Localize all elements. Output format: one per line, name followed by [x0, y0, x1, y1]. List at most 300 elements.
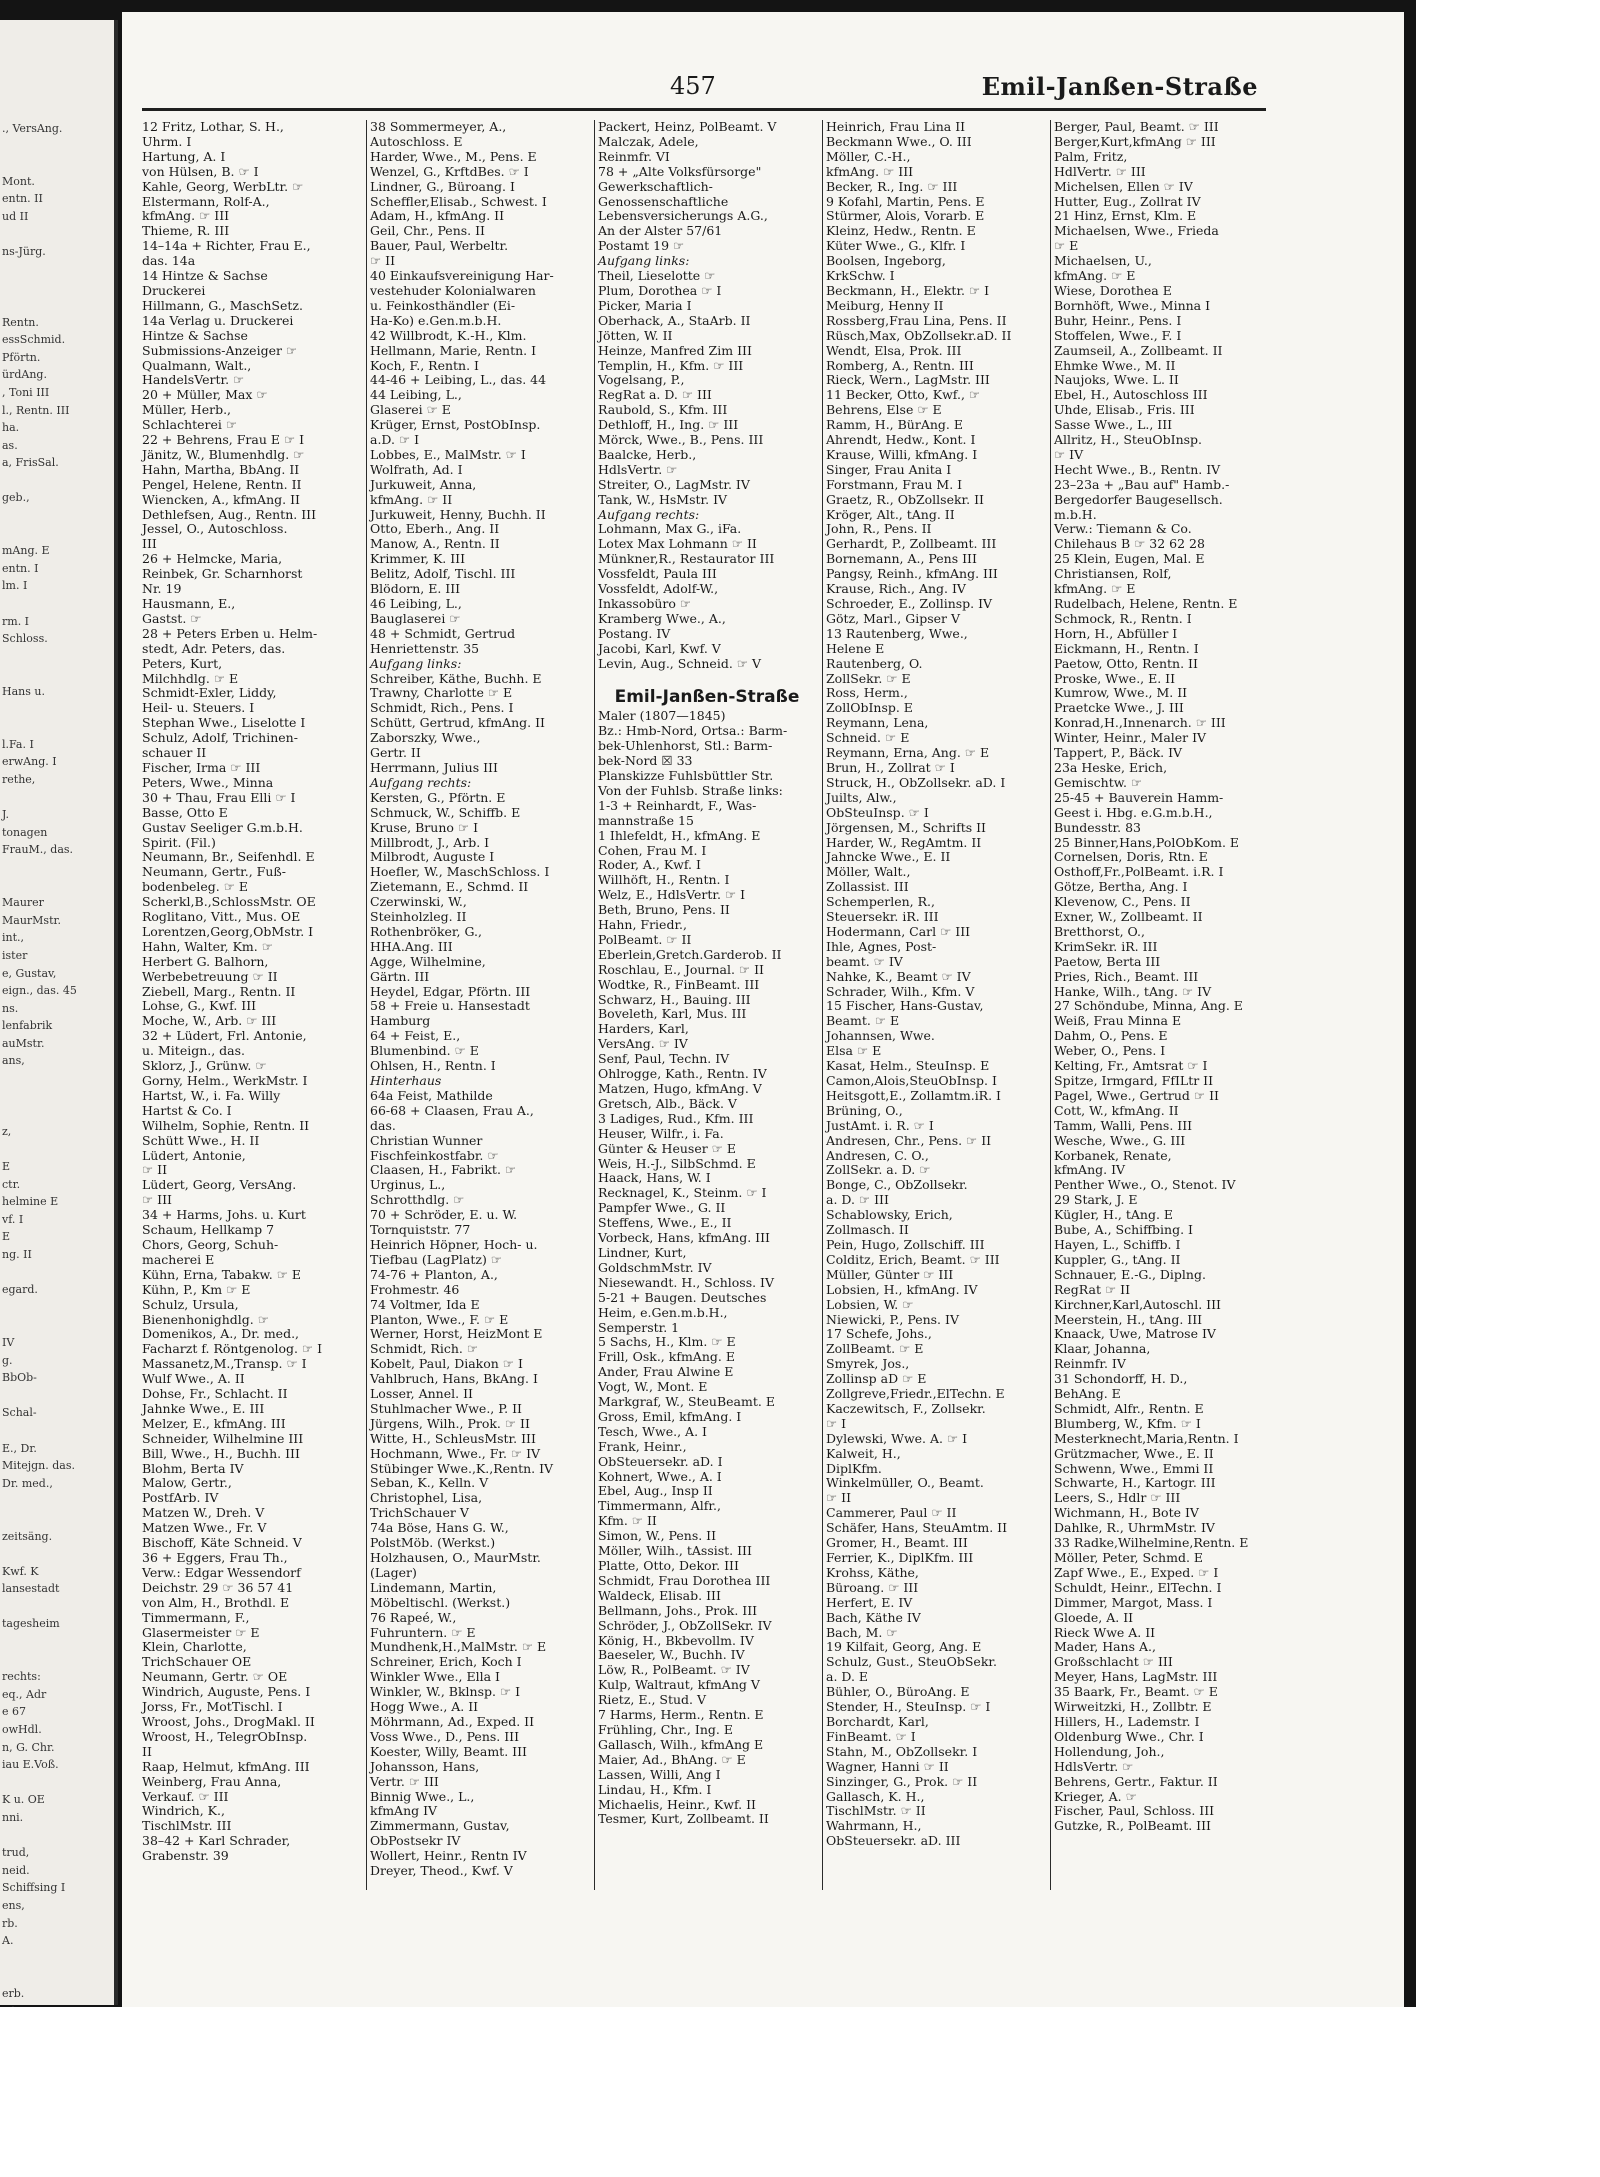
directory-entry-line: Schnauer, E.-G., Diplng. [1054, 1266, 1206, 1282]
directory-entry-line: Michelsen, Ellen ☞ IV [1054, 178, 1193, 194]
directory-entry-line: Becker, R., Ing. ☞ III [826, 178, 958, 194]
left-page-text-fragment [0, 1088, 114, 1106]
directory-entry-line: Müller, Günter ☞ III [826, 1266, 954, 1282]
directory-entry-line: Pein, Hugo, Zollschiff. III [826, 1236, 985, 1252]
running-street-title: Emil-Janßen-Straße [981, 72, 1258, 101]
directory-entry-line: Cott, W., kfmAng. II [1054, 1102, 1179, 1118]
left-page-text-fragment: rb. [2, 1916, 18, 1930]
left-page-text-fragment: int., [2, 931, 25, 945]
directory-entry-line: Palm, Fritz, [1054, 148, 1128, 164]
directory-entry-line: Hahn, Walter, Km. ☞ [142, 938, 273, 954]
directory-entry-line: 46 Leibing, L., [370, 596, 462, 611]
directory-entry-line: Berger, Paul, Beamt. ☞ III [1054, 119, 1219, 134]
directory-entry-line: Cohen, Frau M. I [598, 842, 707, 858]
left-page-text-fragment [0, 1070, 114, 1088]
directory-entry-line: Bornemann, A., Pens III [826, 551, 977, 567]
directory-entry-line: 34 + Harms, Johs. u. Kurt [142, 1207, 306, 1223]
directory-entry-line: KrkSchw. I [826, 268, 895, 284]
directory-entry-line: mannstraße 15 [598, 812, 694, 828]
left-page-text-fragment: ., VersAng. [2, 122, 63, 135]
directory-entry-line: Johannsen, Wwe. [826, 1028, 935, 1044]
directory-entry-line: 76 Rapeé, W., [370, 1609, 457, 1625]
directory-entry-line: Binnig Wwe., L., [370, 1788, 475, 1804]
directory-entry-line: Möller, C.-H., [826, 148, 911, 164]
directory-entry-line: Hahn, Friedr., [598, 917, 687, 933]
left-page-text-fragment [0, 665, 114, 683]
directory-entry-line: Rautenberg, O. [826, 655, 923, 671]
directory-entry-line: TischlMstr. ☞ II [826, 1803, 926, 1819]
directory-entry-line: HdlVertr. ☞ III [1054, 163, 1146, 179]
directory-entry-line: Kahle, Georg, WerbLtr. ☞ [142, 178, 304, 194]
directory-entry-line: Hartst, W., i. Fa. Willy [142, 1087, 281, 1103]
directory-entry-line: Roglitano, Vitt., Mus. OE [142, 909, 301, 925]
directory-entry-line: Jänitz, W., Blumenhdlg. ☞ [142, 446, 305, 462]
directory-entry-line: Harder, W., RegAmtm. II [826, 834, 982, 850]
directory-entry-line: GoldschmMstr. IV [598, 1259, 712, 1275]
directory-entry-line: Wagner, Hanni ☞ II [826, 1758, 949, 1774]
directory-entry-line: Pries, Rich., Beamt. III [1054, 968, 1199, 984]
directory-entry-line: Harder, Wwe., M., Pens. E [370, 148, 537, 164]
directory-entry-line: ZollBeamt. ☞ E [826, 1341, 924, 1357]
directory-entry-line: Andresen, C. O., [826, 1147, 929, 1163]
directory-entry-line: Forstmann, Frau M. I [826, 476, 963, 492]
directory-entry-line: kfmAng. ☞ E [1054, 581, 1136, 597]
directory-entry-line: DiplKfm. [826, 1460, 882, 1476]
left-page-text-fragment: vf. I [2, 1212, 24, 1226]
directory-entry-line: Wollert, Heinr., Rentn IV [370, 1848, 527, 1864]
directory-entry-line: Zimmermann, Gustav, [370, 1818, 510, 1834]
directory-entry-line: von Alm, H., Brothdl. E [142, 1594, 290, 1610]
directory-entry-line: Rieck, Wern., LagMstr. III [826, 372, 990, 388]
directory-entry-line: 14a Verlag u. Druckerei [142, 312, 294, 328]
directory-entry-line: Beckmann, H., Elektr. ☞ I [826, 282, 990, 298]
column-divider [366, 120, 367, 1890]
directory-entry-line: An der Alster 57/61 [598, 223, 723, 239]
directory-entry-line: Roder, A., Kwf. I [598, 857, 701, 873]
directory-entry-line: Scherkl,B.,SchlossMstr. OE [142, 894, 316, 910]
directory-entry-line: Hinterhaus [370, 1073, 442, 1088]
directory-entry-line: 42 Willbrodt, K.-H., Klm. [370, 327, 527, 343]
directory-entry-line: Löw, R., PolBeamt. ☞ IV [598, 1662, 750, 1678]
directory-entry-line: Münkner,R., Restaurator III [598, 551, 775, 567]
directory-entry-line: kfmAng. ☞ III [826, 163, 914, 179]
left-page-text-fragment: eign., das. 45 [2, 984, 77, 998]
directory-entry-line: Wichmann, H., Bote IV [1054, 1505, 1199, 1521]
directory-entry-line: Genossenschaftliche [598, 193, 729, 209]
directory-entry-line: Gertr. II [370, 745, 421, 761]
directory-entry-line: Verw.: Tiemann & Co. [1054, 521, 1192, 537]
directory-entry-line: 44-46 + Leibing, L., das. 44 [370, 372, 547, 388]
directory-entry-line: Hillmann, G., MaschSetz. [142, 297, 303, 313]
directory-entry-line: Maler (1807—1845) [598, 708, 726, 724]
directory-entry-line: Jahnke Wwe., E. III [142, 1400, 265, 1416]
directory-entry-line: Ha-Ko) e.Gen.m.b.H. [370, 312, 502, 328]
left-page-text-fragment: lansestadt [2, 1582, 60, 1596]
directory-entry-line: Krieger, A. ☞ [1054, 1788, 1137, 1804]
directory-entry-line: Gärtn. III [370, 968, 430, 984]
directory-entry-line: 13 Rautenberg, Wwe., [826, 625, 968, 641]
directory-entry-line: Thieme, R. III [142, 223, 230, 239]
left-page-text-fragment: ng. II [2, 1248, 32, 1261]
left-page-text-fragment [0, 1774, 114, 1792]
directory-entry-line: Struck, H., ObZollsekr. aD. I [826, 774, 1006, 790]
directory-entry-line: Jahncke Wwe., E. II [826, 849, 951, 865]
directory-entry-line: Dreyer, Theod., Kwf. V [370, 1863, 513, 1879]
directory-entry-line: Kobelt, Paul, Diakon ☞ I [370, 1356, 523, 1372]
directory-page [122, 12, 1404, 2007]
directory-entry-line: Uhde, Elisab., Fris. III [1054, 402, 1195, 418]
directory-entry-line: Wulf Wwe., A. II [142, 1371, 245, 1387]
directory-entry-line: Paetow, Otto, Rentn. II [1054, 655, 1198, 671]
left-page-text-fragment: rm. I [2, 614, 30, 628]
directory-entry-line: Herrmann, Julius III [370, 759, 498, 775]
directory-entry-line: a. D. ☞ III [826, 1192, 889, 1208]
directory-entry-line: macherei E [142, 1251, 215, 1267]
directory-entry-line: Michaelis, Heinr., Kwf. II [598, 1796, 756, 1812]
directory-entry-line: Hintze & Sachse [142, 327, 248, 343]
directory-entry-line: Manow, A., Rentn. II [370, 536, 500, 552]
header-rule [142, 108, 1266, 111]
directory-entry-line: Frank, Heinr., [598, 1438, 687, 1454]
directory-entry-line: Hochmann, Wwe., Fr. ☞ IV [370, 1445, 541, 1461]
directory-entry-line: Streiter, O., LagMstr. IV [598, 476, 750, 492]
directory-entry-line: Kirchner,Karl,Autoschl. III [1054, 1296, 1221, 1312]
directory-entry-line: Schmidt, Rich. ☞ [370, 1341, 479, 1357]
directory-entry-line: Templin, H., Kfm. ☞ III [598, 357, 744, 373]
directory-entry-line: Schwenn, Wwe., Emmi II [1054, 1460, 1214, 1476]
directory-entry-line: Bauglaserei ☞ [370, 610, 461, 626]
directory-entry-line: Peters, Kurt, [142, 655, 223, 671]
directory-entry-line: 32 + Lüdert, Frl. Antonie, [142, 1028, 307, 1044]
left-page-text-fragment [0, 648, 114, 666]
column-divider [822, 120, 823, 1890]
directory-entry-line: Henriettenstr. 35 [370, 640, 480, 656]
directory-entry-line: 17 Schefe, Johs., [826, 1326, 932, 1342]
directory-entry-line: Wirweitzki, H., Zollbtr. E [1054, 1699, 1212, 1715]
directory-entry-line: Schneid. ☞ E [826, 730, 910, 746]
left-page-text-fragment: neid. [2, 1863, 30, 1877]
directory-entry-line: Boveleth, Karl, Mus. III [598, 1006, 747, 1022]
directory-entry-line: Peters, Wwe., Minna [142, 774, 274, 790]
directory-entry-line: Weinberg, Frau Anna, [142, 1773, 282, 1789]
directory-entry-line: Ross, Herm., [826, 685, 908, 701]
directory-entry-line: Cornelsen, Doris, Rtn. E [1054, 849, 1208, 865]
left-page-text-fragment [0, 1598, 114, 1616]
directory-entry-line: 26 + Helmcke, Maria, [142, 551, 283, 567]
left-page-text-fragment: l.Fa. I [2, 737, 34, 751]
directory-entry-line: Gerhardt, P., Zollbeamt. III [826, 536, 997, 552]
directory-entry-line: Eberlein,Gretch.Garderob. II [598, 946, 782, 962]
directory-entry-line: Zaborszky, Wwe., [370, 730, 481, 746]
left-page-text-fragment [0, 1316, 114, 1334]
directory-entry-line: Büroang. ☞ III [826, 1579, 919, 1595]
directory-entry-line: Blödorn, E. III [370, 581, 461, 597]
directory-entry-line: Pengel, Helene, Rentn. II [142, 476, 302, 492]
directory-entry-line: Dethloff, H., Ing. ☞ III [598, 417, 739, 433]
left-page-text-fragment: entn. I [2, 561, 39, 575]
directory-entry-line: ObSteuersekr. aD. III [826, 1833, 961, 1849]
directory-entry-line: 58 + Freie u. Hansestadt [370, 998, 530, 1014]
directory-entry-line: Uhrm. I [142, 133, 192, 149]
directory-entry-line: Jötten, W. II [598, 327, 673, 343]
directory-entry-line: Rossberg,Frau Lina, Pens. II [826, 312, 1007, 328]
left-page-text-fragment: Mitejgn. das. [2, 1459, 75, 1473]
directory-entry-line: kfmAng. ☞ E [1054, 268, 1136, 284]
directory-entry-line: Cammerer, Paul ☞ II [826, 1505, 957, 1521]
directory-entry-line: Vertr. ☞ III [370, 1773, 439, 1789]
directory-entry-line: Möhrmann, Ad., Exped. II [370, 1713, 535, 1729]
directory-entry-line: Hayen, L., Schiffb. I [1054, 1236, 1181, 1252]
left-page-text-fragment [0, 1510, 114, 1528]
directory-entry-line: Juilts, Alw., [826, 789, 897, 805]
directory-entry-line: Glaserei ☞ E [370, 402, 451, 418]
directory-entry-line: Kfm. ☞ II [598, 1513, 657, 1529]
directory-entry-line: Scheffler,Elisab., Schwest. I [370, 193, 547, 209]
directory-entry-line: Chilehaus B ☞ 32 62 28 [1054, 536, 1205, 552]
left-page-text-fragment: E [2, 1160, 11, 1174]
directory-entry-line: HandelsVertr. ☞ [142, 372, 245, 388]
directory-entry-line: Submissions-Anzeiger ☞ [142, 342, 298, 358]
directory-entry-line: Boolsen, Ingeborg, [826, 253, 946, 269]
left-page-text-fragment: Rentn. [2, 315, 39, 329]
directory-entry-line: (Lager) [370, 1564, 417, 1580]
directory-entry-line: 25-45 + Bauverein Hamm- [1054, 789, 1224, 805]
left-page-text-fragment: z, [2, 1124, 12, 1138]
directory-entry-line: Czerwinski, W., [370, 894, 467, 910]
directory-entry-line: Schuldt, Heinr., ElTechn. I [1054, 1579, 1222, 1595]
directory-entry-line: Facharzt f. Röntgenolog. ☞ I [142, 1341, 323, 1357]
directory-entry-line: ☞ II [826, 1490, 852, 1506]
directory-entry-line: Schütt, Gertrud, kfmAng. II [370, 715, 545, 731]
directory-entry-line: Johansson, Hans, [370, 1758, 480, 1774]
directory-entry-line: Planton, Wwe., F. ☞ E [370, 1311, 509, 1327]
directory-entry-line: 30 + Thau, Frau Elli ☞ I [142, 789, 296, 805]
directory-entry-line: John, R., Pens. II [826, 521, 932, 537]
directory-entry-line: Hamburg [370, 1013, 431, 1029]
directory-entry-line: Stoffelen, Wwe., F. I [1054, 327, 1182, 343]
left-page-text-fragment [0, 226, 114, 244]
directory-entry-line: HHA.Ang. III [370, 938, 453, 954]
left-page-text-fragment: geb., [2, 491, 30, 505]
directory-entry-line: Kuppler, G., tAng. II [1054, 1251, 1181, 1267]
directory-entry-line: 27 Schöndube, Minna, Ang. E [1054, 998, 1243, 1014]
directory-entry-line: Ahrendt, Hedw., Kont. I [826, 432, 976, 448]
left-page-text-fragment: Kwf. K [2, 1564, 39, 1578]
directory-entry-line: Winkelmüller, O., Beamt. [826, 1475, 984, 1491]
directory-entry-line: Claasen, H., Fabrikt. ☞ [370, 1162, 517, 1178]
left-page-text-fragment: as. [2, 438, 18, 452]
left-page-text-fragment [0, 859, 114, 877]
directory-entry-line: Bz.: Hmb-Nord, Ortsa.: Barm- [598, 723, 788, 739]
directory-entry-line: TrichSchauer OE [142, 1654, 252, 1670]
directory-entry-line: kfmAng. ☞ II [370, 491, 453, 507]
left-page-text-fragment: owHdl. [2, 1723, 42, 1737]
directory-entry-line: Kalweit, H., [826, 1445, 901, 1461]
directory-entry-line: Kelting, Fr., Amtsrat ☞ I [1054, 1058, 1208, 1074]
directory-entry-line: Gewerkschaftlich- [598, 178, 713, 194]
directory-entry-line: Steffens, Wwe., E., II [598, 1215, 732, 1231]
directory-entry-line: schauer II [142, 745, 207, 761]
directory-entry-line: Schlachterei ☞ [142, 417, 238, 433]
directory-entry-line: Lohmann, Max G., iFa. [598, 521, 742, 537]
directory-entry-line: Horn, H., Abfüller I [1054, 625, 1178, 641]
directory-entry-line: HdlsVertr. ☞ [1054, 1758, 1134, 1774]
left-page-text-fragment [0, 472, 114, 490]
directory-entry-line: Schröder, J., ObZollSekr. IV [598, 1617, 772, 1633]
directory-entry-line: Milbrodt, Auguste I [370, 849, 495, 865]
left-page-text-fragment [0, 1950, 114, 1968]
directory-entry-line: Plum, Dorothea ☞ I [598, 282, 722, 298]
left-page-text-fragment: FrauM., das. [2, 843, 74, 857]
directory-entry-line: Semperstr. 1 [598, 1319, 680, 1335]
directory-entry-line: 25 Klein, Eugen, Mal. E [1054, 551, 1205, 567]
directory-entry-line: 14 Hintze & Sachse [142, 268, 268, 284]
directory-entry-line: Wahrmann, H., [826, 1818, 922, 1834]
section-heading: Emil-Janßen-Straße [614, 687, 800, 708]
directory-entry-line: Ramm, H., BürAng. E [826, 417, 963, 433]
left-page-text-fragment: ürdAng. [2, 368, 47, 382]
directory-entry-line: Fischer, Irma ☞ III [142, 759, 261, 775]
directory-entry-line: Rothenbröker, G., [370, 923, 482, 939]
directory-entry-line: Beth, Bruno, Pens. II [598, 902, 730, 918]
directory-entry-line: Behrens, Else ☞ E [826, 402, 942, 418]
directory-entry-line: FinBeamt. ☞ I [826, 1728, 916, 1744]
directory-entry-line: Koester, Willy, Beamt. III [370, 1743, 527, 1759]
directory-entry-line: Matzen Wwe., Fr. V [142, 1520, 267, 1536]
directory-entry-line: Kühn, P., Km ☞ E [142, 1281, 251, 1297]
left-page-text-fragment: MaurMstr. [2, 913, 62, 927]
directory-entry-line: Chors, Georg, Schuh- [142, 1236, 279, 1252]
left-page-text-fragment: a, FrisSal. [2, 456, 59, 470]
directory-entry-line: Kohnert, Wwe., A. I [598, 1468, 722, 1484]
directory-entry-line: Christian Wunner [370, 1132, 483, 1148]
directory-entry-line: Wenzel, G., KrftdBes. ☞ I [370, 163, 529, 179]
directory-entry-line: König, H., Bkbevollm. IV [598, 1632, 754, 1648]
directory-entry-line: Ferrier, K., DiplKfm. III [826, 1550, 974, 1565]
directory-entry-line: Klaar, Johanna, [1054, 1341, 1151, 1357]
directory-entry-line: 23a Heske, Erich, [1054, 759, 1168, 775]
directory-entry-line: Schulz, Adolf, Trichinen- [142, 730, 298, 746]
directory-entry-line: Raubold, S., Kfm. III [598, 402, 728, 418]
left-page-text-fragment: Schiffsing I [2, 1881, 66, 1895]
directory-entry-line: Neumann, Gertr. ☞ OE [142, 1669, 288, 1685]
directory-entry-line: Mörck, Wwe., B., Pens. III [598, 432, 764, 448]
directory-entry-line: PostfArb. IV [142, 1490, 219, 1506]
directory-entry-line: Schreiner, Erich, Koch I [370, 1654, 522, 1670]
directory-entry-line: Hillers, H., Lademstr. I [1054, 1713, 1200, 1729]
directory-entry-line: Fischfeinkostfabr. ☞ [370, 1147, 499, 1163]
left-page-text-fragment: l., Rentn. III [2, 403, 70, 417]
directory-entry-line: Bube, A., Schiffbing. I [1054, 1222, 1193, 1238]
directory-entry-line: Romberg, A., Rentn. III [826, 357, 974, 373]
directory-entry-line: Schneider, Wilhelmine III [142, 1430, 304, 1446]
directory-entry-line: Neumann, Gertr., Fuß- [142, 864, 286, 880]
directory-entry-line: Tank, W., HsMstr. IV [598, 491, 728, 507]
directory-entry-line: Bach, Käthe IV [826, 1609, 921, 1625]
directory-entry-line: Gorny, Helm., WerkMstr. I [142, 1073, 308, 1088]
directory-entry-line: ☞ II [142, 1162, 168, 1178]
directory-entry-line: Blumberg, W., Kfm. ☞ I [1054, 1415, 1201, 1431]
directory-entry-line: Christiansen, Rolf, [1054, 566, 1172, 582]
directory-entry-line: Melzer, E., kfmAng. III [142, 1415, 286, 1431]
directory-entry-line: Glasermeister ☞ E [142, 1624, 260, 1640]
column-divider [594, 120, 595, 1890]
directory-entry-line: Werner, Horst, HeizMont E [370, 1326, 543, 1342]
directory-entry-line: Roschlau, E., Journal. ☞ II [598, 961, 764, 977]
left-page-text-fragment: ans, [2, 1054, 25, 1068]
left-page-text-fragment: ens, [2, 1898, 25, 1912]
directory-entry-line: Götz, Marl., Gipser V [826, 610, 960, 626]
directory-entry-line: 38–42 + Karl Schrader, [142, 1833, 291, 1849]
directory-entry-line: Simon, W., Pens. II [598, 1528, 717, 1544]
page-number: 457 [670, 72, 716, 100]
left-page-text-fragment: Maurer [2, 896, 44, 910]
directory-entry-line: Klein, Charlotte, [142, 1639, 247, 1655]
directory-entry-line: Zollmasch. II [826, 1222, 909, 1238]
left-page-text-fragment [0, 1827, 114, 1845]
directory-entry-line: Reinmfr. VI [598, 148, 670, 164]
directory-entry-line: Levin, Aug., Schneid. ☞ V [598, 655, 761, 671]
directory-entry-line: 25 Binner,Hans,PolObKom. E [1054, 834, 1240, 850]
directory-entry-line: Winkler Wwe., Ella I [370, 1669, 500, 1685]
directory-entry-line: das. [370, 1117, 396, 1133]
directory-entry-line: Lindner, Kurt, [598, 1244, 687, 1260]
directory-entry-line: Lassen, Willi, Ang I [598, 1766, 721, 1782]
directory-entry-line: Hoefler, W., MaschSchloss. I [370, 864, 550, 880]
directory-entry-line: Markgraf, W., SteuBeamt. E [598, 1394, 775, 1410]
directory-entry-line: II [142, 1743, 152, 1759]
directory-entry-line: Hartst & Co. I [142, 1102, 232, 1118]
directory-entry-line: Wroost, Johs., DrogMakl. II [142, 1713, 315, 1729]
left-page-text-fragment [0, 278, 114, 296]
directory-entry-line: bek-Uhlenhorst, Stl.: Barm- [598, 738, 773, 754]
left-page-text-fragment: essSchmid. [2, 333, 66, 347]
directory-entry-line: ObSteuersekr. aD. I [598, 1453, 723, 1469]
directory-entry-line: Verw.: Edgar Wessendorf [142, 1564, 301, 1580]
directory-entry-line: Belitz, Adolf, Tischl. III [370, 566, 516, 582]
directory-entry-line: Aufgang links: [370, 655, 462, 671]
directory-entry-line: Werbebetreuung ☞ II [142, 968, 278, 984]
directory-entry-line: kfmAng IV [370, 1803, 438, 1819]
directory-entry-line: Lüdert, Georg, VersAng. [142, 1177, 297, 1193]
directory-entry-line: ZollSekr. ☞ E [826, 670, 911, 686]
directory-entry-line: 35 Baark, Fr., Beamt. ☞ E [1054, 1684, 1218, 1700]
directory-entry-line: 21 Hinz, Ernst, Klm. E [1054, 208, 1197, 224]
directory-entry-line: Jorss, Fr., MotTischl. I [142, 1699, 283, 1715]
directory-entry-line: Gastst. ☞ [142, 610, 202, 626]
directory-entry-line: Stürmer, Alois, Vorarb. E [826, 208, 985, 224]
directory-entry-line: Heinrich Höpner, Hoch- u. [370, 1236, 538, 1252]
directory-entry-line: 22 + Behrens, Frau E ☞ I [142, 432, 305, 448]
left-page-text-fragment: BbOb- [2, 1371, 37, 1385]
directory-entry-line: Bienenhonighdlg. ☞ [142, 1311, 269, 1327]
left-page-text-fragment [0, 1264, 114, 1282]
directory-entry-line: Jurkuweit, Anna, [370, 476, 477, 492]
directory-entry-line: 44 Leibing, L., [370, 387, 462, 403]
directory-entry-line: Von der Fuhlsb. Straße links: [598, 782, 783, 798]
directory-entry-line: Gretsch, Alb., Bäck. V [598, 1095, 737, 1111]
directory-entry-line: Wiese, Dorothea E [1054, 282, 1172, 298]
directory-entry-line: Lindau, H., Kfm. I [598, 1781, 712, 1797]
left-page-text-fragment: Pförtn. [2, 350, 41, 364]
directory-entry-line: Timmermann, F., [142, 1609, 250, 1625]
left-page-text-fragment [0, 1387, 114, 1405]
directory-entry-line: Windrich, Auguste, Pens. I [142, 1684, 311, 1700]
directory-entry-line: Bauer, Paul, Werbeltr. [370, 238, 509, 254]
directory-entry-line: Wiencken, A., kfmAng. II [142, 491, 300, 507]
directory-entry-line: Steinholzleg. II [370, 909, 467, 925]
directory-entry-line: Bill, Wwe., H., Buchh. III [142, 1445, 300, 1461]
